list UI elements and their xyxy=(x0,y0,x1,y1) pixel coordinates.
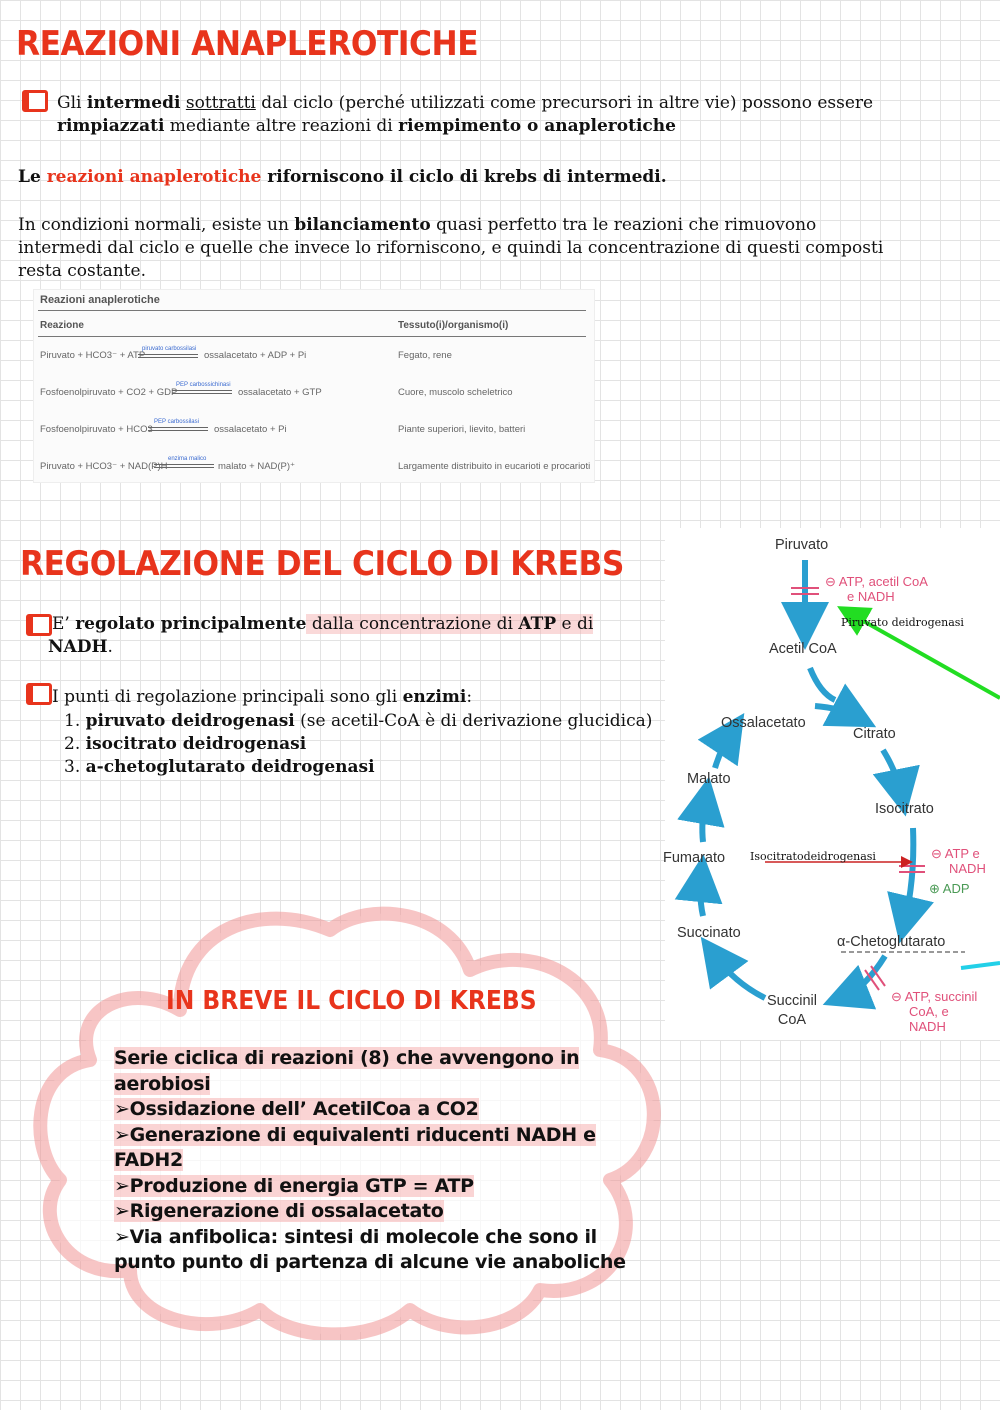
table-caption: Reazioni anaplerotiche xyxy=(40,294,160,306)
citrato-label: Citrato xyxy=(853,726,896,742)
summary-line: ➢Rigenerazione di ossalacetato xyxy=(114,1200,444,1222)
inhibitor-label: ⊖ ATP e NADH xyxy=(931,846,986,876)
piruvato-label: Piruvato xyxy=(775,537,829,553)
table-cell: Cuore, muscolo scheletrico xyxy=(398,387,513,398)
inhibitor-label: ⊖ ATP, succinil CoA, e NADH xyxy=(891,989,978,1034)
table-cell: ossalacetato + ADP + Pi xyxy=(204,350,307,361)
activator-label: ⊕ ADP xyxy=(929,881,970,896)
fumarato-label: Fumarato xyxy=(663,850,726,866)
checkbox-icon[interactable] xyxy=(26,683,52,705)
list-item: 1. piruvato deidrogenasi (se acetil-CoA è di derivazione glucidica) xyxy=(64,711,653,731)
table-cell: Piruvato + HCO3⁻ + NAD(P)H xyxy=(40,461,168,472)
anaplerotic-statement: Le reazioni anaplerotiche riforniscono il ciclo di krebs di intermedi. xyxy=(18,167,667,187)
enzyme-label: enzima malico xyxy=(168,456,207,462)
summary-line: aerobiosi xyxy=(114,1072,211,1095)
succinil-coa-label: Succinil CoA xyxy=(767,993,817,1028)
succinato-label: Succinato xyxy=(677,925,741,941)
enzyme-label: PEP carbossichinasi xyxy=(176,382,231,388)
checkbox-icon[interactable] xyxy=(22,90,48,112)
pdh-annotation: Piruvato deidrogenasi xyxy=(841,616,964,629)
krebs-cycle-diagram xyxy=(665,528,1000,1040)
summary-text xyxy=(114,1046,626,1276)
table-cell: ossalacetato + Pi xyxy=(214,424,287,435)
summary-line: ➢Ossidazione dell’ AcetilCoa a CO2 xyxy=(114,1098,479,1120)
section-title-regolazione: REGOLAZIONE DEL CICLO DI KREBS xyxy=(20,544,624,584)
summary-line: FADH2 xyxy=(114,1149,183,1171)
column-header-tissue: Tessuto(i)/organismo(i) xyxy=(398,320,509,331)
column-header-reaction: Reazione xyxy=(40,320,84,331)
table-cell: Fegato, rene xyxy=(398,350,452,361)
chetoglutarato-label: α-Chetoglutarato xyxy=(837,934,946,950)
enzymes-paragraph: I punti di regolazione principali sono gli enzimi: xyxy=(52,687,473,707)
section-title-anaplerotiche: REAZIONI ANAPLEROTICHE xyxy=(16,24,479,64)
regulation-paragraph: E’ regolato principalmente dalla concentrazione di ATP e di NADH. xyxy=(48,614,594,657)
anaplerotic-reactions-table xyxy=(33,289,595,483)
enzyme-label: piruvato carbossilasi xyxy=(142,346,197,352)
enzyme-label: PEP carbossilasi xyxy=(154,419,199,425)
table-cell: Piruvato + HCO3⁻ + ATP xyxy=(40,350,146,361)
idh-annotation: Isocitratodeidrogenasi xyxy=(750,850,876,863)
table-cell: Largamente distribuito in eucarioti e procarioti xyxy=(398,461,591,472)
table-cell: malato + NAD(P)⁺ xyxy=(218,461,296,472)
summary-line: Serie ciclica di reazioni (8) che avvengono in xyxy=(114,1047,580,1069)
list-item: 2. isocitrato deidrogenasi xyxy=(64,734,307,754)
summary-line: ➢Generazione di equivalenti riducenti NADH e xyxy=(114,1123,596,1146)
table-cell: Piante superiori, lievito, batteri xyxy=(398,424,526,435)
table-cell: Fosfoenolpiruvato + HCO3⁻ xyxy=(40,424,158,435)
checkbox-icon[interactable] xyxy=(26,614,52,636)
list-item: 3. a-chetoglutarato deidrogenasi xyxy=(64,757,375,777)
table-cell: Fosfoenolpiruvato + CO2 + GDP xyxy=(40,387,178,398)
summary-line: punto punto di partenza di alcune vie anaboliche xyxy=(114,1251,626,1273)
summary-title: IN BREVE IL CICLO DI KREBS xyxy=(166,986,537,1016)
summary-line: ➢Produzione di energia GTP = ATP xyxy=(114,1174,474,1197)
inhibitor-label: ⊖ ATP, acetil CoA e NADH xyxy=(825,574,928,604)
malato-label: Malato xyxy=(687,771,731,787)
table-cell: ossalacetato + GTP xyxy=(238,387,322,398)
balance-paragraph: In condizioni normali, esiste un bilanciamento quasi perfetto tra le reazioni che rimuovono intermedi dal ciclo e quelle che invece lo riforniscono, e quindi la concentrazione di questi composti resta costante. xyxy=(18,215,884,281)
intermedi-paragraph: Gli intermedi sottratti dal ciclo (perché utilizzati come precursori in altre vie) possono essere rimpiazzati mediante altre reazioni di riempimento o anaplerotiche xyxy=(57,93,874,136)
summary-line: ➢Via anfibolica: sintesi di molecole che sono il xyxy=(114,1225,597,1248)
enzyme-list xyxy=(64,710,652,779)
acetil-coa-label: Acetil CoA xyxy=(769,641,837,657)
ossalacetato-label: Ossalacetato xyxy=(721,715,806,731)
isocitrato-label: Isocitrato xyxy=(875,801,934,817)
